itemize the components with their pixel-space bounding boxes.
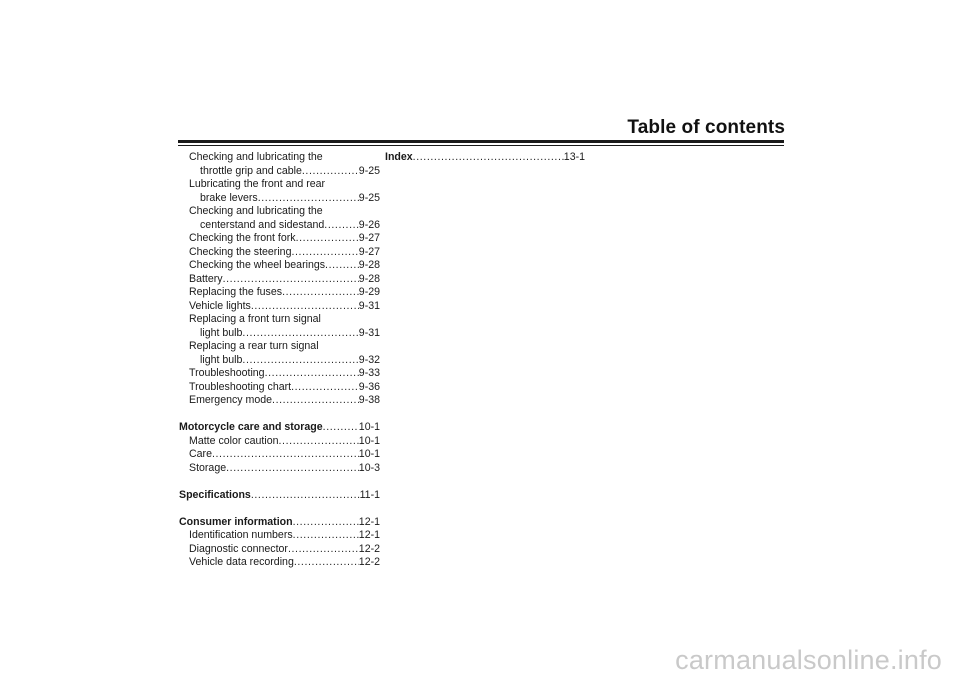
toc-entry-label: Battery bbox=[189, 272, 223, 285]
toc-page-number: 10-1 bbox=[358, 448, 380, 460]
toc-entry-label: Diagnostic connector bbox=[189, 542, 288, 555]
toc-entry-title-line: Lubricating the front and rear bbox=[189, 178, 326, 190]
toc-entry-label: Storage bbox=[189, 461, 227, 474]
toc-dot-leader bbox=[223, 273, 359, 287]
toc-dot-leader bbox=[251, 300, 359, 314]
toc-entry[interactable] bbox=[179, 192, 380, 206]
toc-page-number: 9-31 bbox=[358, 299, 380, 312]
toc-dot-leader bbox=[294, 556, 359, 570]
toc-dot-leader bbox=[279, 435, 359, 449]
toc-entry-title-line: Checking and lubricating the bbox=[189, 205, 323, 217]
toc-dot-leader bbox=[296, 232, 359, 246]
toc-page-number: 9-25 bbox=[358, 164, 380, 177]
toc-dot-leader bbox=[302, 165, 359, 179]
toc-page-number: 13-1 bbox=[563, 151, 585, 163]
toc-entry[interactable] bbox=[179, 354, 380, 368]
toc-entry[interactable] bbox=[179, 435, 380, 449]
toc-dot-leader bbox=[323, 421, 359, 435]
toc-entry-label: Consumer information bbox=[179, 515, 293, 528]
toc-spacer bbox=[179, 502, 380, 516]
toc-entry-label: centerstand and sidestand bbox=[200, 218, 325, 231]
toc-entry-label: Checking the steering bbox=[189, 245, 292, 258]
toc-dot-leader bbox=[413, 151, 564, 165]
toc-dot-leader bbox=[324, 219, 359, 233]
watermark: carmanualsonline.info bbox=[675, 645, 942, 675]
toc-page-number: 11-1 bbox=[359, 488, 380, 501]
page-title: Table of contents bbox=[627, 117, 785, 138]
toc-entry-title-line: Replacing a front turn signal bbox=[189, 313, 321, 325]
toc-entry[interactable] bbox=[179, 165, 380, 179]
toc-entry[interactable] bbox=[179, 232, 380, 246]
toc-page-number: 9-28 bbox=[358, 272, 380, 285]
toc-entry-label: Motorcycle care and storage bbox=[179, 421, 323, 433]
toc-entry[interactable] bbox=[179, 462, 380, 476]
toc-entry-label: Emergency mode bbox=[189, 394, 273, 406]
toc-entry-label: Index bbox=[385, 151, 413, 163]
toc-entry-label: Identification numbers bbox=[189, 529, 293, 541]
toc-entry-label: Specifications bbox=[179, 488, 251, 501]
toc-dot-leader bbox=[293, 529, 359, 543]
toc-page-number: 9-27 bbox=[358, 232, 380, 244]
toc-chapter-entry[interactable] bbox=[179, 421, 380, 435]
toc-page-number: 12-2 bbox=[358, 556, 380, 568]
toc-spacer bbox=[179, 475, 380, 489]
toc-entry-title-line: Replacing a rear turn signal bbox=[189, 340, 319, 352]
toc-dot-leader bbox=[291, 381, 359, 395]
toc-page-number: 9-29 bbox=[358, 286, 380, 298]
toc-entry[interactable] bbox=[179, 300, 380, 314]
toc-page-number: 10-1 bbox=[358, 434, 380, 447]
toc-page-number: 10-1 bbox=[358, 421, 380, 433]
header-rule-thick bbox=[178, 140, 784, 143]
toc-entry-label: Replacing the fuses bbox=[189, 286, 283, 298]
toc-page-number: 9-27 bbox=[358, 245, 380, 258]
toc-entry-label: Care bbox=[189, 448, 212, 460]
toc-entry-label: Vehicle data recording bbox=[189, 556, 294, 568]
toc-entry[interactable] bbox=[179, 286, 380, 300]
toc-dot-leader bbox=[291, 246, 358, 260]
toc-entry-label: brake levers bbox=[200, 191, 258, 204]
toc-page-number: 9-25 bbox=[358, 191, 380, 204]
toc-page-number: 12-1 bbox=[358, 529, 380, 541]
toc-entry[interactable] bbox=[179, 327, 380, 341]
toc-page-number: 9-32 bbox=[358, 353, 380, 366]
toc-left-column bbox=[179, 151, 380, 570]
toc-entry[interactable] bbox=[179, 448, 380, 462]
toc-spacer bbox=[179, 408, 380, 422]
toc-page-number: 9-28 bbox=[358, 259, 380, 271]
toc-dot-leader bbox=[282, 286, 359, 300]
toc-chapter-entry[interactable] bbox=[179, 516, 380, 530]
toc-page-number: 12-1 bbox=[358, 515, 380, 528]
toc-entry-label: Troubleshooting bbox=[189, 367, 265, 379]
toc-chapter-entry[interactable] bbox=[179, 489, 380, 503]
toc-entry[interactable] bbox=[179, 394, 380, 408]
toc-entry[interactable] bbox=[179, 219, 380, 233]
toc-entry[interactable] bbox=[179, 529, 380, 543]
toc-dot-leader bbox=[258, 192, 359, 206]
toc-page-number: 9-38 bbox=[358, 394, 380, 406]
toc-dot-leader bbox=[242, 354, 358, 368]
toc-entry[interactable] bbox=[179, 543, 380, 557]
toc-dot-leader bbox=[242, 327, 358, 341]
toc-entry-label: throttle grip and cable bbox=[200, 164, 302, 177]
toc-entry-label: Matte color caution bbox=[189, 434, 279, 447]
toc-entry-label: light bulb bbox=[200, 353, 243, 366]
toc-dot-leader bbox=[251, 489, 360, 503]
toc-page-number: 9-26 bbox=[358, 218, 380, 231]
toc-entry-label: light bulb bbox=[200, 326, 243, 339]
toc-entry-label: Vehicle lights bbox=[189, 299, 251, 312]
toc-entry[interactable] bbox=[179, 273, 380, 287]
toc-dot-leader bbox=[226, 462, 359, 476]
toc-dot-leader bbox=[265, 367, 359, 381]
toc-page-number: 9-31 bbox=[358, 326, 380, 339]
toc-page-number: 10-3 bbox=[358, 461, 380, 474]
toc-page-number: 9-36 bbox=[358, 380, 380, 393]
toc-dot-leader bbox=[272, 394, 359, 408]
toc-right-column bbox=[385, 151, 585, 165]
toc-page-number: 12-2 bbox=[358, 542, 380, 555]
toc-entry-label: Checking the front fork bbox=[189, 232, 296, 244]
header-rule-thin bbox=[178, 145, 784, 146]
toc-page-number: 9-33 bbox=[358, 367, 380, 379]
toc-entry-title-line: Checking and lubricating the bbox=[189, 151, 323, 163]
toc-entry[interactable] bbox=[179, 246, 380, 260]
toc-entry[interactable] bbox=[179, 381, 380, 395]
toc-entry-label: Troubleshooting chart bbox=[189, 380, 292, 393]
toc-entry[interactable] bbox=[179, 556, 380, 570]
toc-entry[interactable] bbox=[179, 259, 380, 273]
toc-chapter-entry[interactable] bbox=[385, 151, 585, 165]
toc-dot-leader bbox=[288, 543, 359, 557]
toc-entry[interactable] bbox=[179, 367, 380, 381]
toc-entry-label: Checking the wheel bearings bbox=[189, 259, 326, 271]
toc-dot-leader bbox=[212, 448, 359, 462]
toc-dot-leader bbox=[325, 259, 359, 273]
toc-dot-leader bbox=[293, 516, 359, 530]
